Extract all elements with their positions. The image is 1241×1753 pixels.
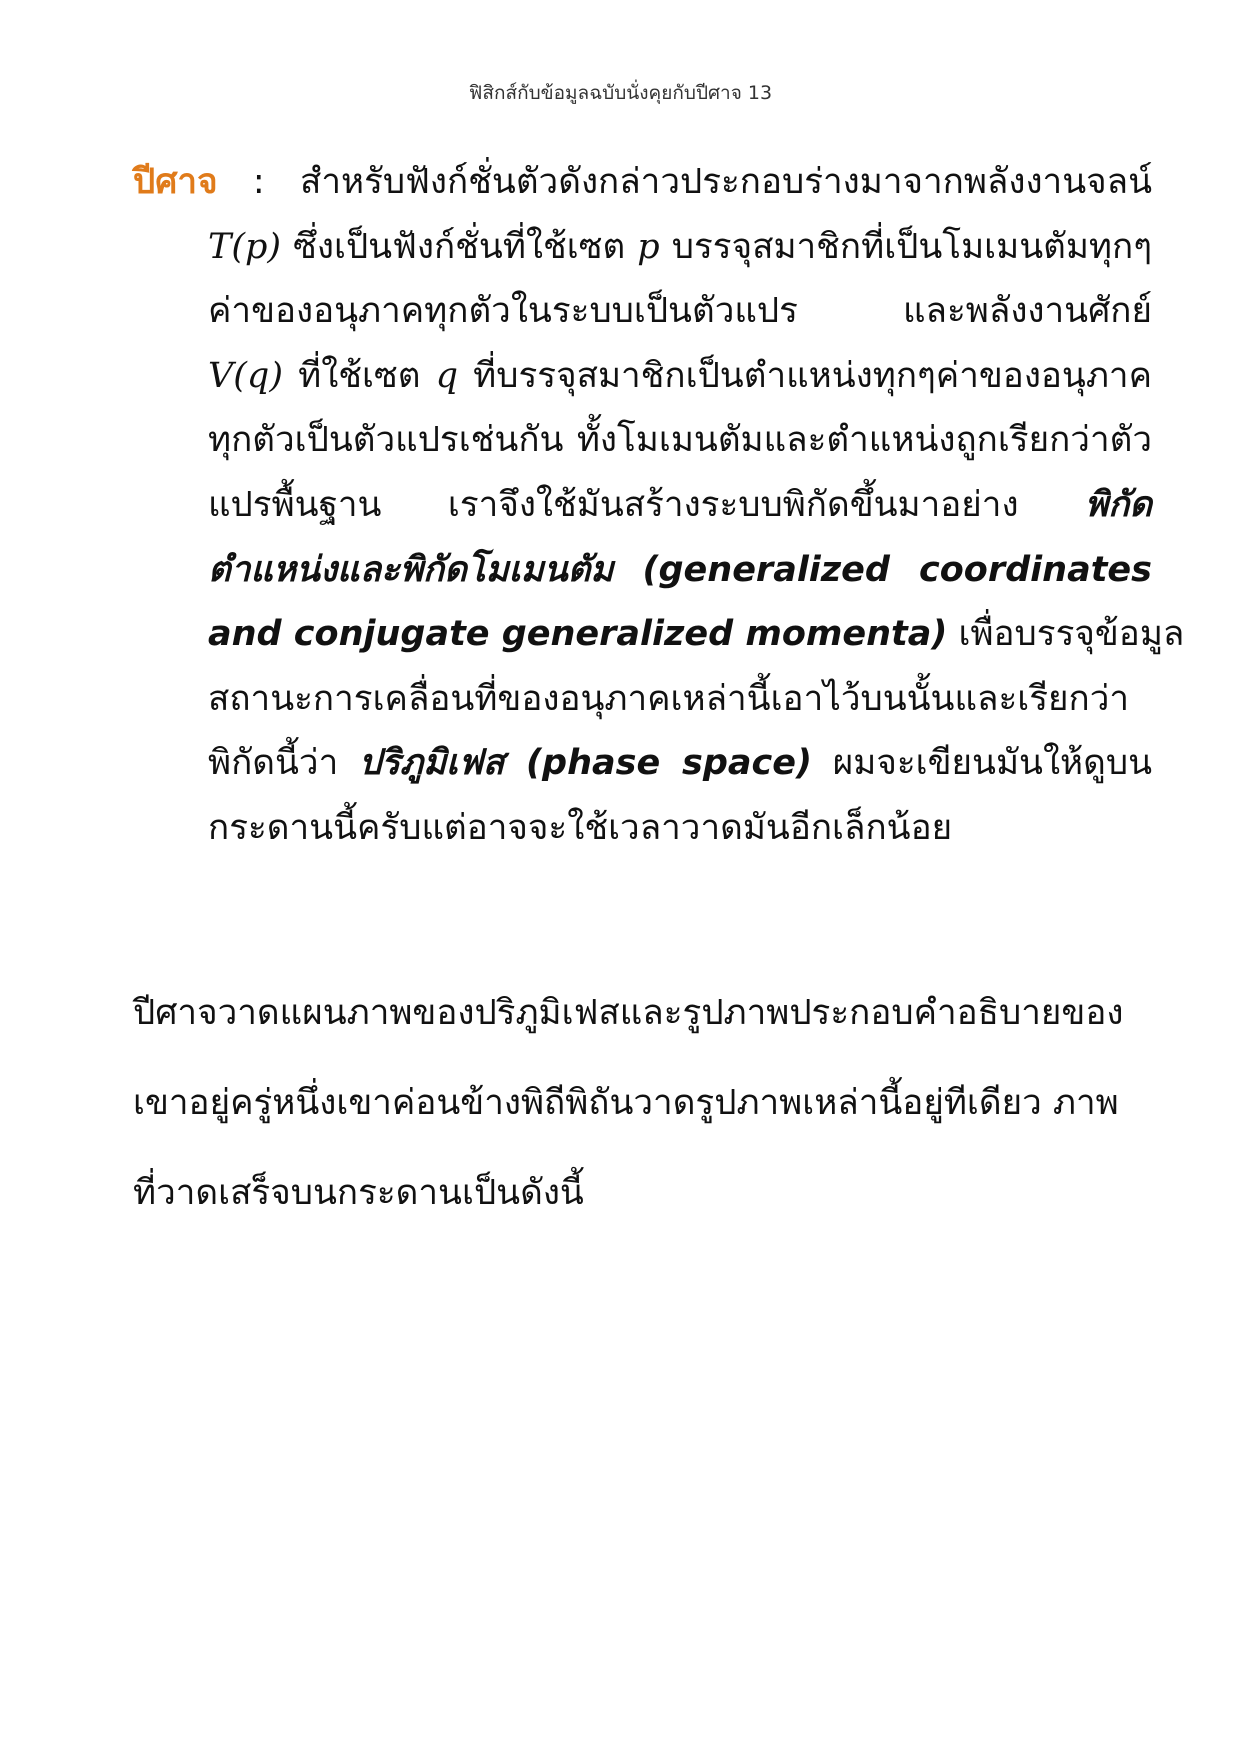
dialogue-text: กระดานนี้ครับแต่อาจจะใช้เวลาวาดมันอีกเล็กน้อย — [208, 807, 953, 848]
narration-line: ปีศาจวาดแผนภาพของปริภูมิเฟสและรูปภาพประกอบคำอธิบายของ — [133, 993, 1124, 1033]
dialogue-line — [133, 215, 1152, 280]
dialogue-text: เพื่อบรรจุข้อมูล — [947, 614, 1185, 655]
dialogue-line — [133, 731, 1152, 796]
math-momentum-set: p — [637, 226, 660, 267]
dialogue-line — [133, 667, 1152, 732]
dialogue-text: สำหรับฟังก์ชั่นตัวดังกล่าวประกอบร่างมาจากพลังงานจลน์ — [299, 162, 1152, 202]
narration-line: เขาอยู่ครู่หนึ่งเขาค่อนข้างพิถีพิถันวาดรูปภาพเหล่านี้อยู่ทีเดียว ภาพ — [133, 1083, 1119, 1123]
dialogue-text: สถานะการเคลื่อนที่ของอนุภาคเหล่านี้เอาไว้บนนั้นและเรียกว่า — [208, 678, 1130, 719]
dialogue-text: บรรจุสมาชิกที่เป็นโมเมนตัมทุกๆ — [659, 226, 1152, 267]
math-position-set: q — [435, 355, 459, 396]
math-kinetic-energy: T(p) — [208, 226, 282, 267]
dialogue-line — [133, 408, 1152, 473]
dialogue-line — [133, 473, 1152, 538]
speaker-name: ปีศาจ — [133, 162, 218, 202]
term-phase-space: ปริภูมิเฟส (phase space) — [358, 743, 813, 784]
term-emphasis: พิกัด — [1085, 484, 1152, 525]
dialogue-text: ที่ใช้เซต — [283, 355, 436, 396]
dialogue-text: ค่าของอนุภาคทุกตัวในระบบเป็นตัวแปร และพลังงานศักย์ — [208, 291, 1152, 332]
dialogue-line — [133, 150, 1152, 215]
dialogue-text: ที่บรรจุสมาชิกเป็นตำแหน่งทุกๆค่าของอนุภาค — [458, 355, 1152, 396]
dialogue-text: ทุกตัวเป็นตัวแปรเช่นกัน ทั้งโมเมนตัมและตำแหน่งถูกเรียกว่าตัว — [208, 420, 1152, 461]
narration-paragraph — [133, 968, 1152, 1238]
dialogue-line — [133, 279, 1152, 344]
dialogue-line — [133, 344, 1152, 409]
math-potential-energy: V(q) — [208, 355, 283, 396]
dialogue-line — [133, 538, 1152, 603]
dialogue-text: แปรพื้นฐาน เราจึงใช้มันสร้างระบบพิกัดขึ้นมาอย่าง — [208, 484, 1085, 525]
page-header: ฟิสิกส์กับข้อมูลฉบับนั่งคุยกับปีศาจ 13 — [468, 82, 773, 104]
term-emphasis: ตำแหน่งและพิกัดโมเมนตัม (generalized coordinates — [208, 549, 1152, 590]
dialogue-text: ซึ่งเป็นฟังก์ชั่นที่ใช้เซต — [281, 226, 638, 267]
term-emphasis: and conjugate generalized momenta) — [208, 614, 948, 655]
dialogue-text: ผมจะเขียนมันให้ดูบน — [812, 743, 1153, 784]
speaker-separator: : — [217, 162, 300, 202]
narration-line: ที่วาดเสร็จบนกระดานเป็นดังนี้ — [133, 1173, 584, 1213]
dialogue-line — [133, 796, 1152, 861]
dialogue-text: พิกัดนี้ว่า — [208, 743, 359, 784]
dialogue-paragraph — [133, 150, 1185, 861]
dialogue-line — [133, 602, 1185, 667]
